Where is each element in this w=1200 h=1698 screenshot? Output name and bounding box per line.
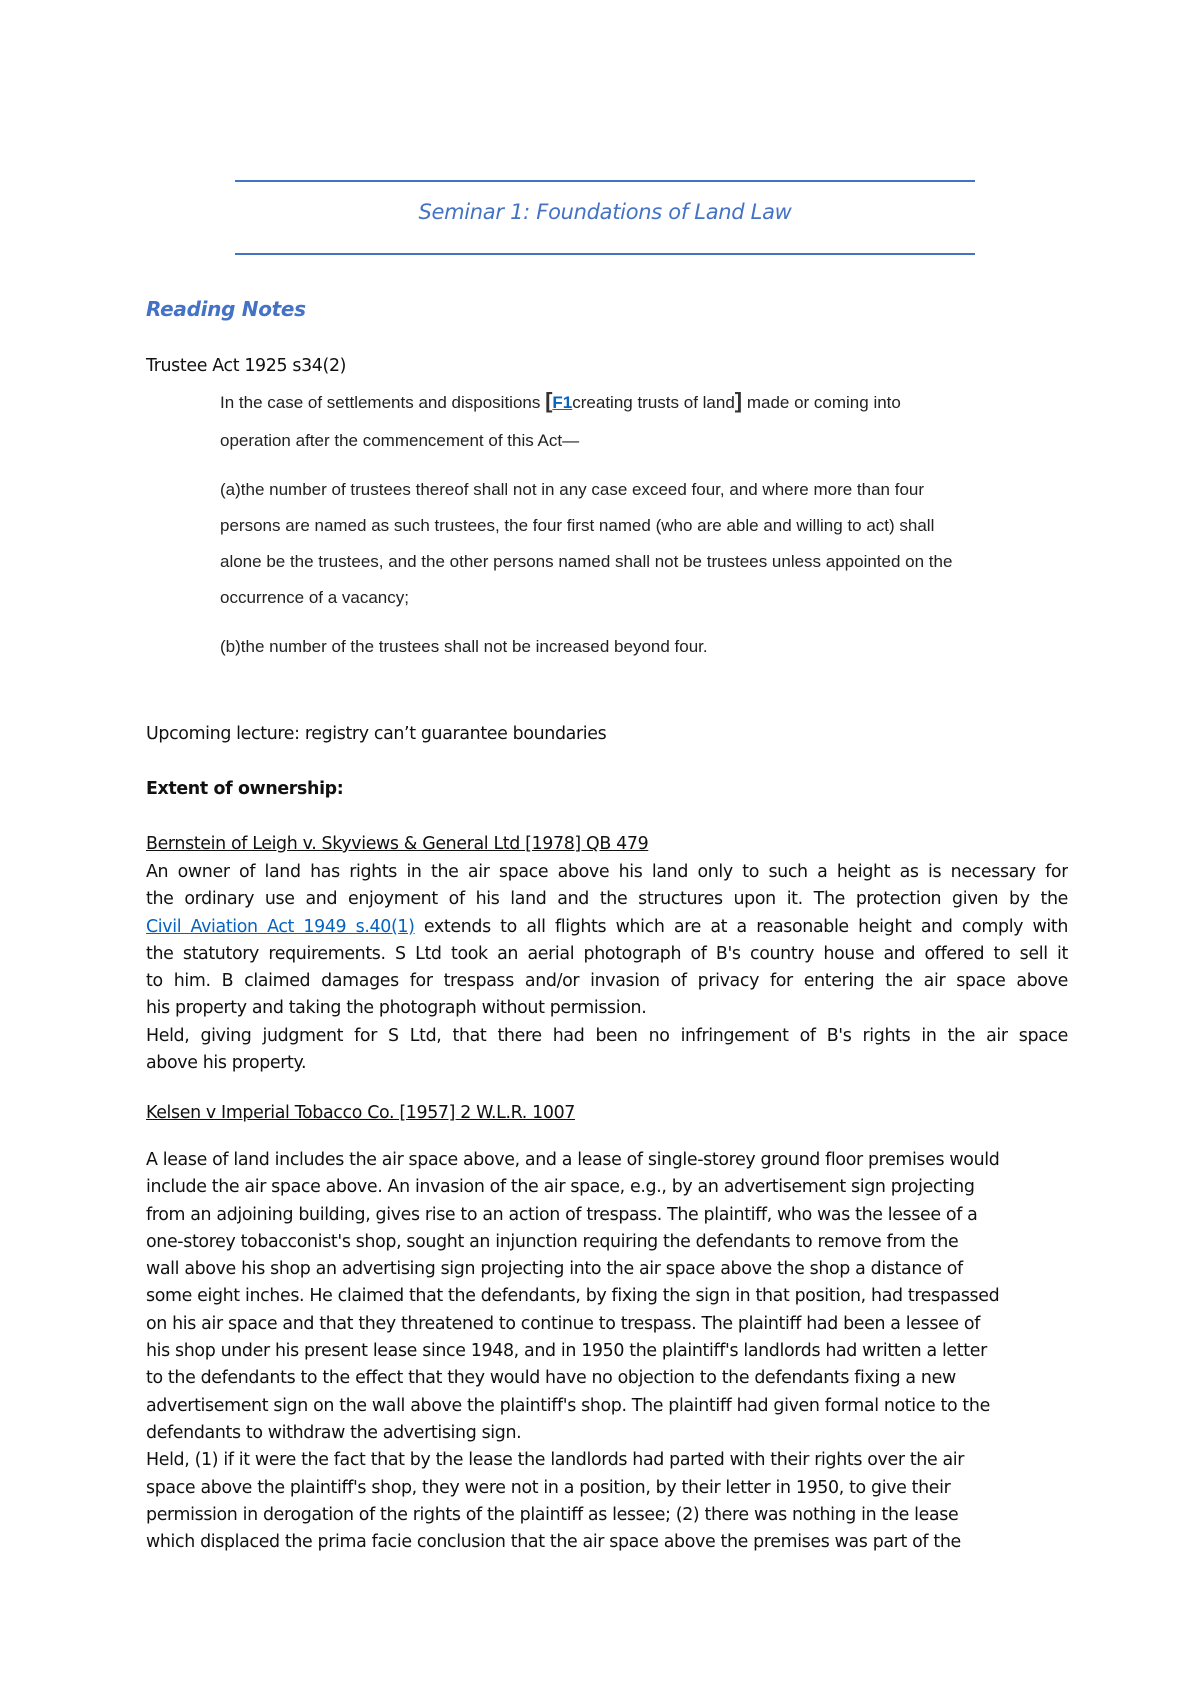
title-bottom-rule: [235, 253, 975, 255]
footnote-f1-link[interactable]: F1: [552, 393, 573, 412]
summary-line-with-link: [146, 914, 1068, 941]
held-line: space above the plaintiff's shop, they were not in a position, by their letter in 1950, to give their: [146, 1477, 951, 1498]
document-title: Seminar 1: Foundations of Land Law: [418, 200, 792, 224]
summary-line: to him. B claimed damages for trespass and/or invasion of privacy for entering the air space above: [146, 971, 1068, 992]
extent-of-ownership-heading: Extent of ownership:: [146, 779, 344, 799]
amendment-bracket-open: [: [545, 388, 553, 413]
case-citation-kelsen: Kelsen v Imperial Tobacco Co. [1957] 2 W.L.R. 1007: [146, 1103, 575, 1123]
quote-a-line: alone be the trustees, and the other persons named shall not be trustees unless appointed on the: [220, 552, 953, 571]
act-reference: Trustee Act 1925 s34(2): [146, 356, 347, 376]
held-line: permission in derogation of the rights of the plaintiff as lessee; (2) there was nothing in the lease: [146, 1504, 959, 1525]
summary-line: his property and taking the photograph without permission.: [146, 998, 647, 1019]
held-line: Held, (1) if it were the fact that by the lease the landlords had parted with their rights over the air: [146, 1450, 965, 1471]
summary-line: wall above his shop an advertising sign projecting into the air space above the shop a distance of: [146, 1259, 963, 1280]
summary-line: advertisement sign on the wall above the plaintiff's shop. The plaintiff had given formal notice to the: [146, 1395, 990, 1416]
summary-line: the statutory requirements. S Ltd took an aerial photograph of B's country house and offered to sell it: [146, 943, 1068, 964]
quote-text: made or coming into: [742, 393, 901, 412]
quote-b-line: (b)the number of the trustees shall not be increased beyond four.: [220, 637, 708, 656]
case-summary-kelsen: [146, 1147, 1068, 1556]
quote-line-2: operation after the commencement of this Act—: [220, 431, 580, 450]
summary-line: to the defendants to the effect that they would have no objection to the defendants fixing a new: [146, 1368, 956, 1389]
summary-line: include the air space above. An invasion of the air space, e.g., by an advertisement sign projecting: [146, 1177, 975, 1198]
summary-line: the ordinary use and enjoyment of his land and the structures upon it. The protection given by the: [146, 889, 1068, 910]
upcoming-lecture-note: Upcoming lecture: registry can’t guarantee boundaries: [146, 724, 607, 744]
summary-text: extends to all flights which are at a reasonable height and comply with: [414, 916, 1068, 937]
quote-a-line: occurrence of a vacancy;: [220, 588, 409, 607]
quote-text: creating trusts of land: [572, 393, 735, 412]
quote-a-line: persons are named as such trustees, the four first named (who are able and willing to act) shall: [220, 516, 935, 535]
case-summary-bernstein: [146, 859, 1068, 1077]
reading-notes-heading: Reading Notes: [146, 297, 306, 321]
summary-line: some eight inches. He claimed that the defendants, by fixing the sign in that position, had trespassed: [146, 1286, 1000, 1307]
amendment-bracket-close: ]: [734, 388, 743, 413]
civil-aviation-act-link[interactable]: Civil Aviation Act 1949 s.40(1): [146, 916, 415, 937]
summary-line: one-storey tobacconist's shop, sought an injunction requiring the defendants to remove from the: [146, 1231, 959, 1252]
summary-line: A lease of land includes the air space above, and a lease of single-storey ground floor premises would: [146, 1150, 1000, 1170]
held-line: above his property.: [146, 1053, 307, 1074]
held-line: which displaced the prima facie conclusion that the air space above the premises was part of the: [146, 1532, 961, 1553]
summary-line: on his air space and that they threatened to continue to trespass. The plaintiff had been a lessee of: [146, 1313, 980, 1334]
quote-text: In the case of settlements and dispositions: [220, 393, 546, 412]
summary-line: defendants to withdraw the advertising sign.: [146, 1422, 522, 1443]
summary-line: his shop under his present lease since 1948, and in 1950 the plaintiff's landlords had written a letter: [146, 1341, 987, 1362]
title-top-rule: [235, 180, 975, 182]
held-line: Held, giving judgment for S Ltd, that there had been no infringement of B's rights in the air space: [146, 1025, 1068, 1046]
quote-a-line: (a)the number of trustees thereof shall not in any case exceed four, and where more than four: [220, 480, 925, 499]
case-citation-bernstein: Bernstein of Leigh v. Skyviews & General Ltd [1978] QB 479: [146, 834, 649, 854]
summary-line: from an adjoining building, gives rise to an action of trespass. The plaintiff, who was the lessee of a: [146, 1204, 978, 1225]
summary-line: An owner of land has rights in the air space above his land only to such a height as is necessary for: [146, 862, 1068, 882]
quote-line-1: [220, 390, 901, 413]
